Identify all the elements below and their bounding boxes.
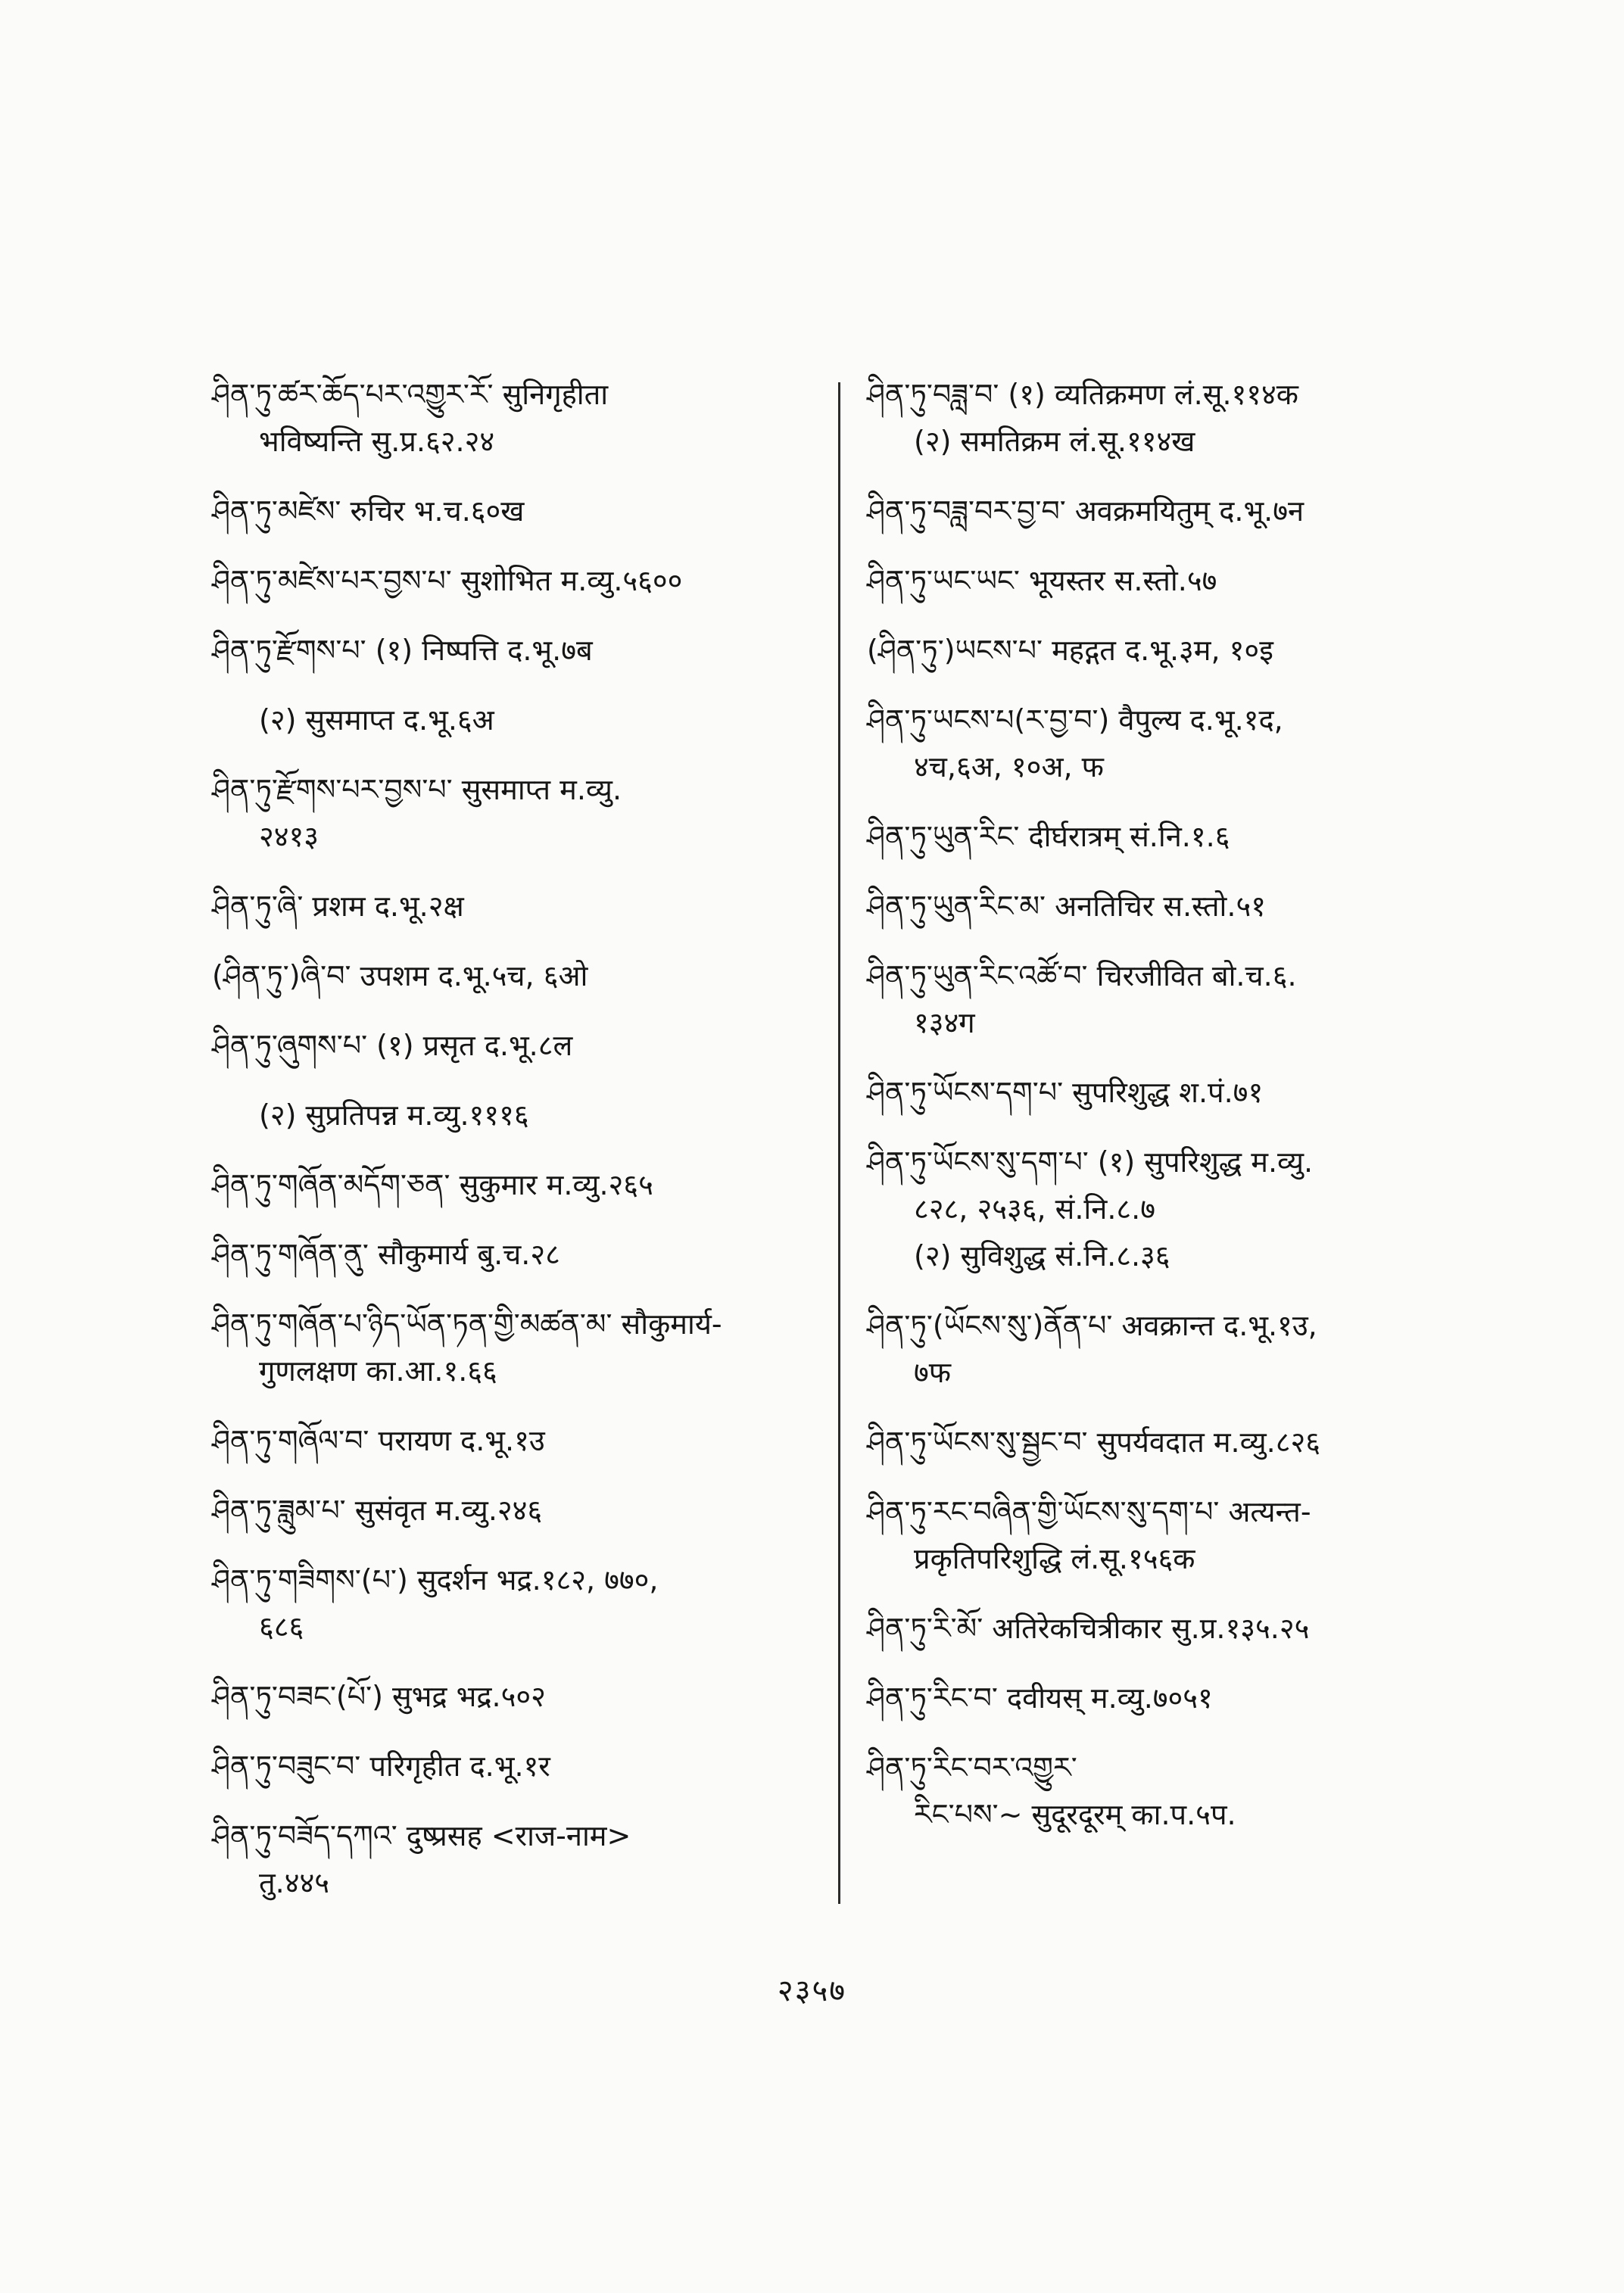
- dictionary-entry: [212, 1556, 810, 1650]
- dictionary-entry: [867, 1302, 1495, 1396]
- entry-line: ཤིན་ཏུ་ཡོངས་སུ་སྦྱང་བ་ सुपर्यवदात म.व्यु.८२६: [867, 1425, 1321, 1459]
- entry-continuation-line: ६८६: [259, 1610, 304, 1643]
- dictionary-entry: [212, 1231, 810, 1278]
- entry-line: ཤིན་ཏུ་གཟིགས་(པ་) सुदर्शन भद्र.१८२, ७७०,: [212, 1563, 659, 1597]
- entry-continuation-line: ८२८, २५३६, सं.नि.८.७: [914, 1192, 1156, 1226]
- entry-line: ཤིན་ཏུ་བཟླ་བར་བྱ་བ་ अवक्रमयितुम् द.भू.७न: [867, 494, 1304, 528]
- entry-continuation-line: ४च,६अ, १०अ, फ: [914, 750, 1104, 784]
- entry-line: ཤིན་ཏུ་རིང་བར་འགྱུར་: [867, 1751, 1077, 1784]
- entry-continuation-line: २४१३: [259, 820, 320, 853]
- dictionary-entry: [212, 1161, 810, 1208]
- dictionary-subsense: [212, 1092, 810, 1139]
- entry-line: ཤིན་ཏུ་གཞོན་པ་ཉིད་ཡོན་ཏན་གྱི་མཚན་མ་ सौकुमार्य-: [212, 1307, 722, 1341]
- entry-line: (२) सुप्रतिपन्न म.व्यु.१११६: [259, 1098, 529, 1132]
- entry-line: ཤིན་ཏུ་ཡུན་རིང་ दीर्घरात्रम् सं.नि.१.६: [867, 820, 1230, 853]
- entry-line: ཤིན་ཏུ་(ཡོངས་སུ་)ནོན་པ་ अवक्रान्त द.भू.१उ,: [867, 1309, 1317, 1342]
- dictionary-entry: [867, 952, 1495, 1046]
- dictionary-entry: [212, 1743, 810, 1790]
- dictionary-entry: [212, 883, 810, 930]
- left-column: [212, 371, 810, 1929]
- entry-continuation-line: भविष्यन्ति सु.प्र.६२.२४: [259, 425, 495, 458]
- entry-line: ཤིན་ཏུ་རིང་བ་ दवीयस् म.व्यु.७०५१: [867, 1681, 1213, 1715]
- entry-line: (ཤིན་ཏུ་)ཞི་བ་ उपशम द.भू.५च, ६ओ: [212, 959, 588, 992]
- entry-continuation-line: तु.४४५: [259, 1866, 330, 1899]
- entry-continuation-line: १३४ग: [914, 1006, 975, 1039]
- right-column: [867, 371, 1495, 1861]
- page-number: २३५७: [777, 1974, 847, 2008]
- entry-line: ཤིན་ཏུ་གཞོན་ནུ་ सौकुमार्य बु.च.२८: [212, 1238, 560, 1271]
- dictionary-entry: [212, 1022, 810, 1069]
- entry-line: ཤིན་ཏུ་ཡང་ཡང་ भूयस्तर स.स्तो.५७: [867, 564, 1217, 597]
- entry-line: ཤིན་ཏུ་ཡོངས་དག་པ་ सुपरिशुद्ध श.पं.७१: [867, 1076, 1264, 1109]
- dictionary-entry: [212, 1487, 810, 1534]
- entry-line: ཤིན་ཏུ་ཚར་ཆོད་པར་འགྱུར་རོ་ सुनिगृहीता: [212, 378, 609, 411]
- dictionary-entry: [212, 1417, 810, 1464]
- entry-line: ཤིན་ཏུ་ཟླུམ་པ་ सुसंवृत म.व्यु.२४६: [212, 1494, 543, 1527]
- dictionary-entry: [867, 627, 1495, 674]
- dictionary-entry: [867, 1419, 1495, 1466]
- entry-line: (ཤིན་ཏུ་)ཡངས་པ་ महद्गत द.भू.३म, १०इ: [867, 634, 1273, 667]
- entry-line: ཤིན་ཏུ་ཡུན་རིང་འཚོ་བ་ चिरजीवित बो.च.६.: [867, 959, 1297, 992]
- dictionary-entry: [212, 1673, 810, 1720]
- dictionary-entry: [212, 371, 810, 465]
- entry-subsense-line: (२) सुविशुद्ध सं.नि.८.३६: [914, 1239, 1170, 1273]
- dictionary-entry: [867, 371, 1495, 465]
- entry-continuation-line: (२) समतिक्रम लं.सू.११४ख: [914, 425, 1195, 458]
- entry-line: (२) सुसमाप्त द.भू.६अ: [259, 703, 494, 737]
- dictionary-entry: [212, 488, 810, 534]
- entry-continuation-line: རིང་པས་~ सुदूरदूरम् का.प.५प.: [914, 1798, 1236, 1831]
- entry-continuation-line: गुणलक्षण का.आ.१.६६: [259, 1354, 497, 1388]
- entry-line: ཤིན་ཏུ་གཞོལ་བ་ परायण द.भू.१उ: [212, 1424, 545, 1457]
- entry-line: ཤིན་ཏུ་བཟུང་བ་ परिगृहीत द.भू.१र: [212, 1749, 550, 1783]
- dictionary-entry: [212, 1812, 810, 1906]
- entry-line: ཤིན་ཏུ་རང་བཞིན་གྱི་ཡོངས་སུ་དག་པ་ अत्यन्त-: [867, 1495, 1311, 1528]
- dictionary-entry: [867, 1139, 1495, 1279]
- dictionary-entry: [867, 813, 1495, 860]
- entry-line: ཤིན་ཏུ་ཡུན་རིང་མ་ अनतिचिर स.स्तो.५१: [867, 889, 1266, 923]
- entry-line: ཤིན་ཏུ་གཞོན་མདོག་ཅན་ सुकुमार म.व्यु.२६५: [212, 1168, 653, 1201]
- dictionary-entry: [867, 1744, 1495, 1838]
- dictionary-entry: [867, 696, 1495, 790]
- dictionary-entry: [212, 557, 810, 604]
- dictionary-entry: [212, 1301, 810, 1394]
- entry-line: ཤིན་ཏུ་བཟང་(པོ་) सुभद्र भद्र.५०२: [212, 1680, 546, 1713]
- dictionary-entry: [212, 627, 810, 674]
- entry-line: ཤིན་ཏུ་ཞི་ प्रशम द.भू.२क्ष: [212, 889, 464, 923]
- entry-line: ཤིན་ཏུ་མཛེས་ रुचिर भ.च.६०ख: [212, 494, 525, 528]
- dictionary-subsense: [212, 696, 810, 743]
- entry-line: ཤིན་ཏུ་རི་མོ་ अतिरेकचित्रीकार सु.प्र.१३५.२५: [867, 1612, 1310, 1645]
- dictionary-entry: [867, 883, 1495, 930]
- entry-line: ཤིན་ཏུ་ཞུགས་པ་ (१) प्रसृत द.भू.८ल: [212, 1029, 573, 1062]
- dictionary-entry: [212, 766, 810, 860]
- entry-line: ཤིན་ཏུ་ཡངས་པ(ར་བྱ་བ་) वैपुल्य द.भू.१द,: [867, 703, 1283, 737]
- entry-line: ཤིན་ཏུ་རྫོགས་པར་བྱས་པ་ सुसमाप्त म.व्यु.: [212, 773, 622, 806]
- dictionary-entry: [867, 1675, 1495, 1721]
- dictionary-entry: [867, 1488, 1495, 1582]
- entry-line: ཤིན་ཏུ་བཟོད་དཀའ་ दुष्प्रसह <राज-नाम>: [212, 1819, 631, 1852]
- entry-line: ཤིན་ཏུ་བཟླ་བ་ (१) व्यतिक्रमण लं.सू.११४क: [867, 378, 1298, 411]
- entry-line: ཤིན་ཏུ་མཛེས་པར་བྱས་པ་ सुशोभित म.व्यु.५६००: [212, 564, 683, 597]
- dictionary-entry: [867, 488, 1495, 534]
- column-divider: [838, 382, 840, 1904]
- dictionary-entry: [867, 557, 1495, 604]
- entry-line: ཤིན་ཏུ་རྫོགས་པ་ (१) निष्पत्ति द.भू.७ब: [212, 634, 593, 667]
- dictionary-entry: [212, 952, 810, 999]
- entry-continuation-line: ७फ: [914, 1356, 952, 1389]
- entry-continuation-line: प्रकृतिपरिशुद्धि लं.सू.१५६क: [914, 1542, 1195, 1575]
- dictionary-entry: [867, 1605, 1495, 1652]
- entry-line: ཤིན་ཏུ་ཡོངས་སུ་དག་པ་ (१) सुपरिशुद्ध म.व्यु.: [867, 1145, 1314, 1179]
- dictionary-entry: [867, 1069, 1495, 1116]
